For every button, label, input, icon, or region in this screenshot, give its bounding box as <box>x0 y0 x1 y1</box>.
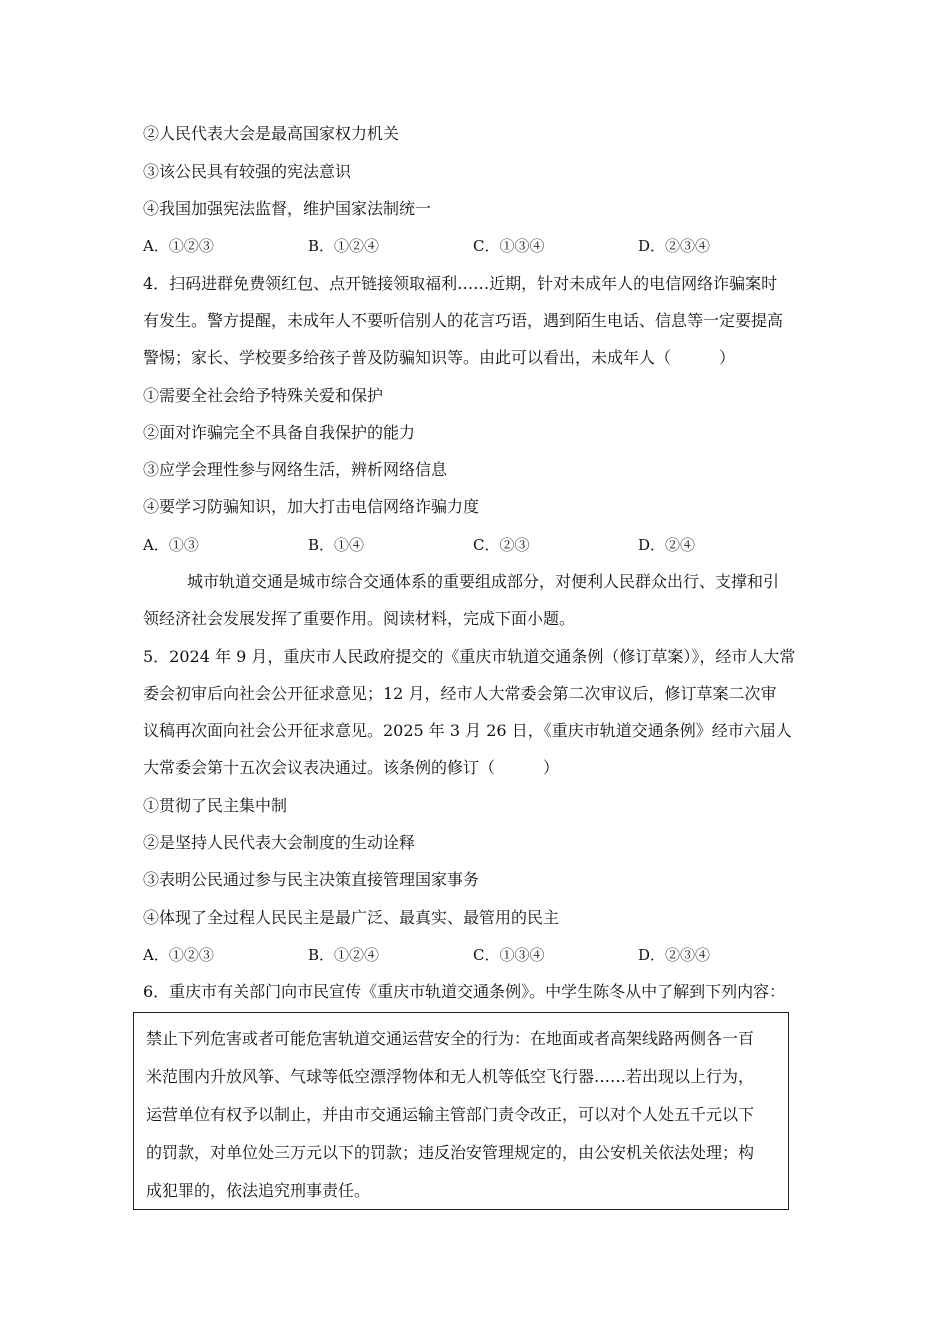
q5-stem-line-2: 委会初审后向社会公开征求意见；12 月，经市人大常委会第二次审议后，修订草案二次审 <box>143 684 777 703</box>
q5-stem-line-3: 议稿再次面向社会公开征求意见。2025 年 3 月 26 日，《重庆市轨道交通条例》经市六届人 <box>143 721 792 740</box>
q5-option-c[interactable]: C．①③④ <box>473 946 545 964</box>
q6-material-line-2: 米范围内升放风筝、气球等低空漂浮物体和无人机等低空飞行器……若出现以上行为， <box>146 1067 755 1086</box>
q5-option-a[interactable]: A．①②③ <box>143 946 214 964</box>
intro-line-2: 领经济社会发展发挥了重要作用。阅读材料，完成下面小题。 <box>143 609 576 628</box>
q5-option-b[interactable]: B．①②④ <box>308 946 380 964</box>
q6-stem-line-1: 6．重庆市有关部门向市民宣传《重庆市轨道交通条例》。中学生陈冬从中了解到下列内容： <box>143 982 786 1001</box>
q4-statement-1: ①需要全社会给予特殊关爱和保护 <box>143 386 384 405</box>
q4-stem-line-2: 有发生。警方提醒，未成年人不要听信别人的花言巧语，遇到陌生电话、信息等一定要提高 <box>143 311 784 330</box>
q3-option-d[interactable]: D．②③④ <box>638 237 711 255</box>
q3-option-c[interactable]: C．①③④ <box>473 237 545 255</box>
q4-statement-2: ②面对诈骗完全不具备自我保护的能力 <box>143 423 416 442</box>
q5-statement-4: ④体现了全过程人民民主是最广泛、最真实、最管用的民主 <box>143 908 560 927</box>
q6-material-line-1: 禁止下列危害或者可能危害轨道交通运营安全的行为：在地面或者高架线路两侧各一百 <box>146 1029 755 1048</box>
q4-stem-line-3: 警惕；家长、学校要多给孩子普及防骗知识等。由此可以看出，未成年人（ ） <box>143 348 736 367</box>
q4-option-c[interactable]: C．②③ <box>473 536 530 554</box>
q4-option-d[interactable]: D．②④ <box>638 536 696 554</box>
q6-material-line-5: 成犯罪的，依法追究刑事责任。 <box>146 1181 371 1200</box>
q3-option-a[interactable]: A．①②③ <box>143 237 214 255</box>
q6-material-box <box>133 1012 789 1210</box>
q5-statement-1: ①贯彻了民主集中制 <box>143 796 288 815</box>
q6-material-line-3: 运营单位有权予以制止，并由市交通运输主管部门责令改正，可以对个人处五千元以下 <box>146 1105 755 1124</box>
q6-material-line-4: 的罚款，对单位处三万元以下的罚款；违反治安管理规定的，由公安机关依法处理；构 <box>146 1143 755 1162</box>
q5-stem-line-4: 大常委会第十五次会议表决通过。该条例的修订（ ） <box>143 758 560 777</box>
q3-option-b[interactable]: B．①②④ <box>308 237 380 255</box>
q3-statement-2: ②人民代表大会是最高国家权力机关 <box>143 124 400 143</box>
q4-option-a[interactable]: A．①③ <box>143 536 199 554</box>
q4-statement-3: ③应学会理性参与网络生活，辨析网络信息 <box>143 460 448 479</box>
q4-stem-line-1: 4．扫码进群免费领红包、点开链接领取福利……近期，针对未成年人的电信网络诈骗案时 <box>143 274 778 293</box>
intro-line-1: 城市轨道交通是城市综合交通体系的重要组成部分，对便利人民群众出行、支撑和引 <box>187 572 780 591</box>
q3-statement-3: ③该公民具有较强的宪法意识 <box>143 162 352 181</box>
q4-option-b[interactable]: B．①④ <box>308 536 365 554</box>
q3-statement-4: ④我国加强宪法监督，维护国家法制统一 <box>143 199 432 218</box>
q4-statement-4: ④要学习防骗知识，加大打击电信网络诈骗力度 <box>143 497 480 516</box>
q5-statement-2: ②是坚持人民代表大会制度的生动诠释 <box>143 833 416 852</box>
q5-statement-3: ③表明公民通过参与民主决策直接管理国家事务 <box>143 870 480 889</box>
q5-option-d[interactable]: D．②③④ <box>638 946 711 964</box>
q5-stem-line-1: 5．2024 年 9 月，重庆市人民政府提交的《重庆市轨道交通条例（修订草案）》，经市人大常 <box>143 647 796 666</box>
